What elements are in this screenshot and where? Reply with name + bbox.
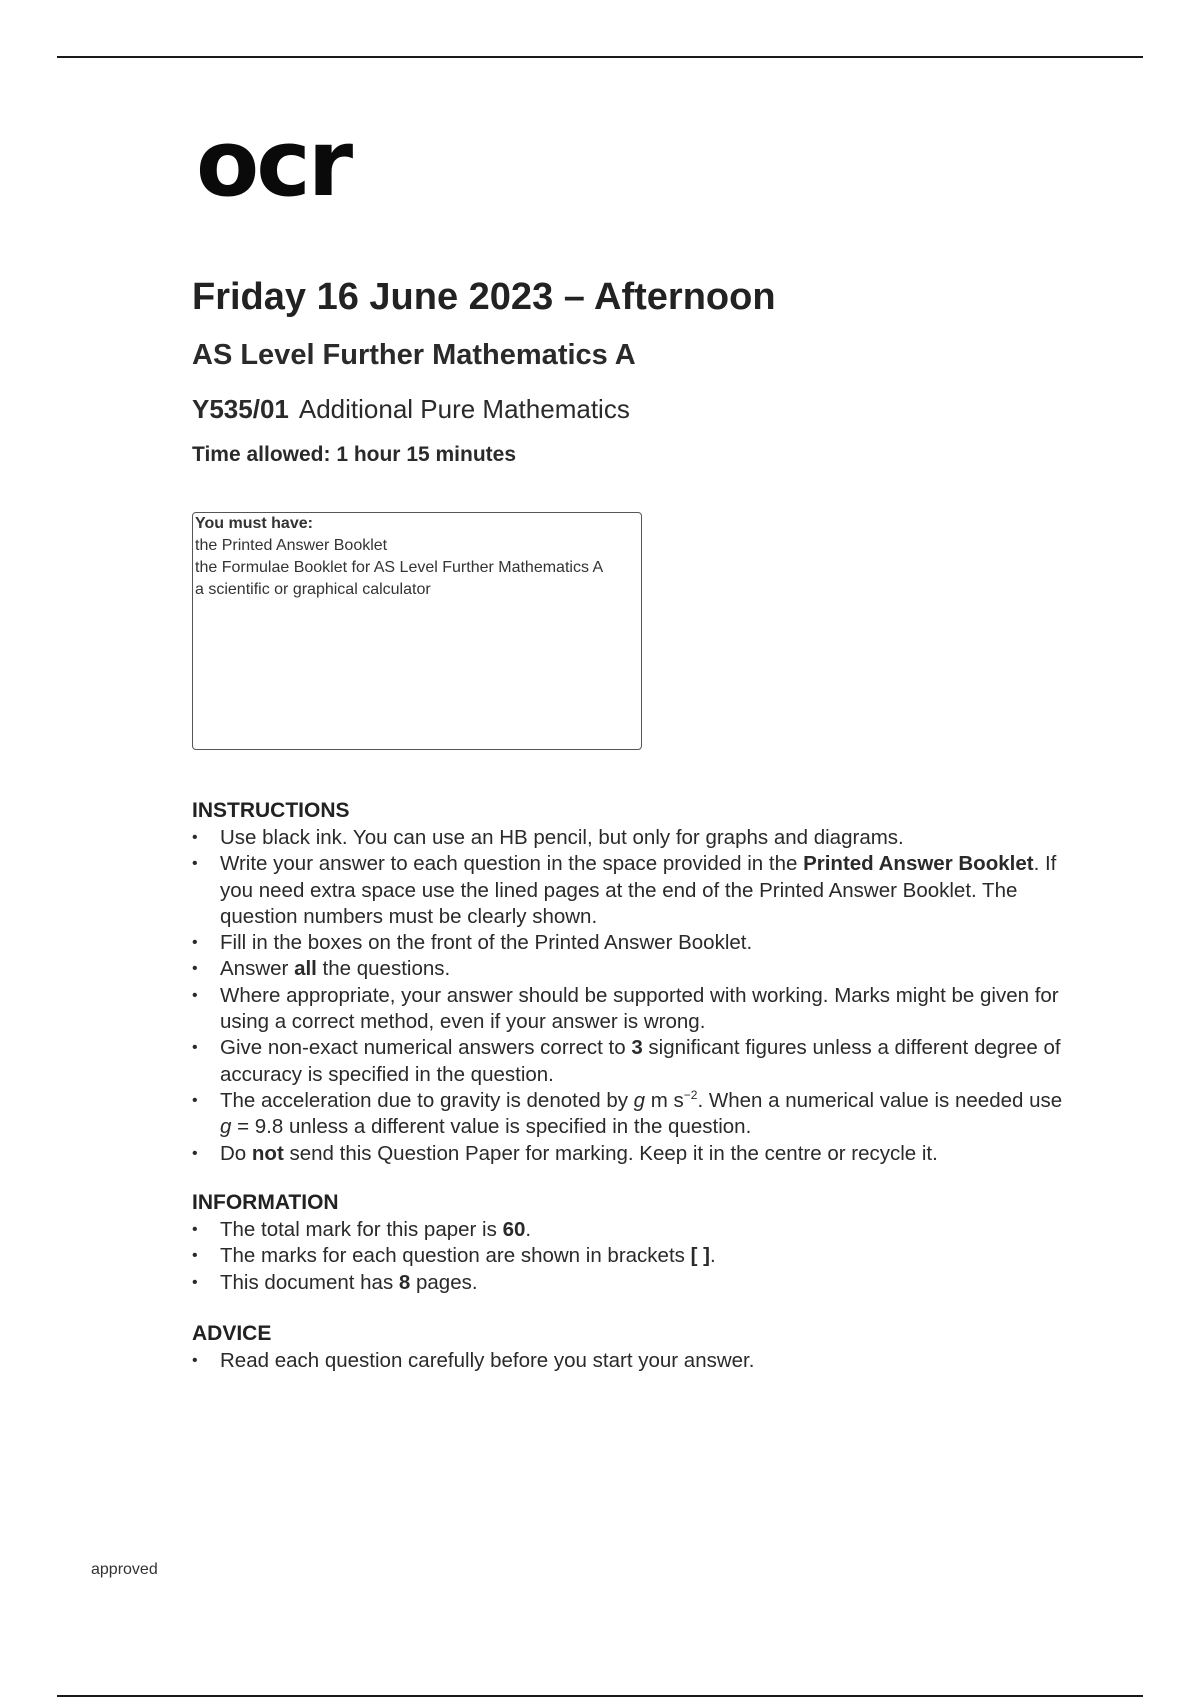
instruction-item: • Give non-exact numerical answers correct to 3 significant figures unless a different degree of accuracy is specified in the question. xyxy=(192,1035,1072,1088)
advice-section xyxy=(192,1322,1072,1374)
must-have-item: the Printed Answer Booklet xyxy=(195,537,388,554)
instruction-item: • Write your answer to each question in the space provided in the Printed Answer Booklet. If you need extra space use the lined pages at the end of the Printed Answer Booklet. The question numbers must be clearly shown. xyxy=(192,851,1072,930)
advice-list xyxy=(192,1348,1072,1374)
information-heading: INFORMATION xyxy=(192,1191,339,1214)
instruction-item: • The acceleration due to gravity is denoted by g m $s^{-2}$. When a numerical value is needed use g = 9.8 unless a different value is specified in the question. xyxy=(192,1088,1072,1141)
advice-item: • Read each question carefully before you start your answer. xyxy=(192,1348,1072,1374)
information-item: • This document has 8 pages. xyxy=(192,1270,1072,1296)
instruction-item: • Where appropriate, your answer should be supported with working. Marks might be given for using a correct method, even if your answer is wrong. xyxy=(192,983,1072,1036)
must-have-heading: You must have: xyxy=(195,515,313,532)
instruction-item: • Do not send this Question Paper for marking. Keep it in the centre or recycle it. xyxy=(192,1141,1072,1167)
instruction-item: • Fill in the boxes on the front of the Printed Answer Booklet. xyxy=(192,930,1072,956)
paper-name: Additional Pure Mathematics xyxy=(298,394,630,424)
instructions-section xyxy=(192,799,1072,1167)
instruction-item: • Use black ink. You can use an HB pencil, but only for graphs and diagrams. xyxy=(192,825,1072,851)
instructions-heading: INSTRUCTIONS xyxy=(192,799,350,822)
instructions-list xyxy=(192,825,1072,1167)
paper-line xyxy=(192,394,630,425)
bottom-rule xyxy=(57,1695,1143,1697)
instruction-item: • Answer all the questions. xyxy=(192,956,1072,982)
information-list xyxy=(192,1217,1072,1296)
advice-heading: ADVICE xyxy=(192,1322,272,1345)
time-allowed: Time allowed: 1 hour 15 minutes xyxy=(192,443,517,466)
exam-date-title: Friday 16 June 2023 – Afternoon xyxy=(192,276,776,318)
must-have-item: the Formulae Booklet for AS Level Further Mathematics A xyxy=(195,559,604,576)
information-item: • The marks for each question are shown in brackets [ ]. xyxy=(192,1243,1072,1269)
approved-label: approved xyxy=(91,1561,158,1578)
qualification-title: AS Level Further Mathematics A xyxy=(192,339,636,371)
paper-code: Y535/01 xyxy=(192,394,289,424)
top-rule xyxy=(57,56,1143,58)
information-item: • The total mark for this paper is 60. xyxy=(192,1217,1072,1243)
must-have-box xyxy=(192,512,642,750)
must-have-item: a scientific or graphical calculator xyxy=(195,581,431,598)
ocr-logo: ocr xyxy=(196,110,351,217)
information-section xyxy=(192,1191,1072,1296)
